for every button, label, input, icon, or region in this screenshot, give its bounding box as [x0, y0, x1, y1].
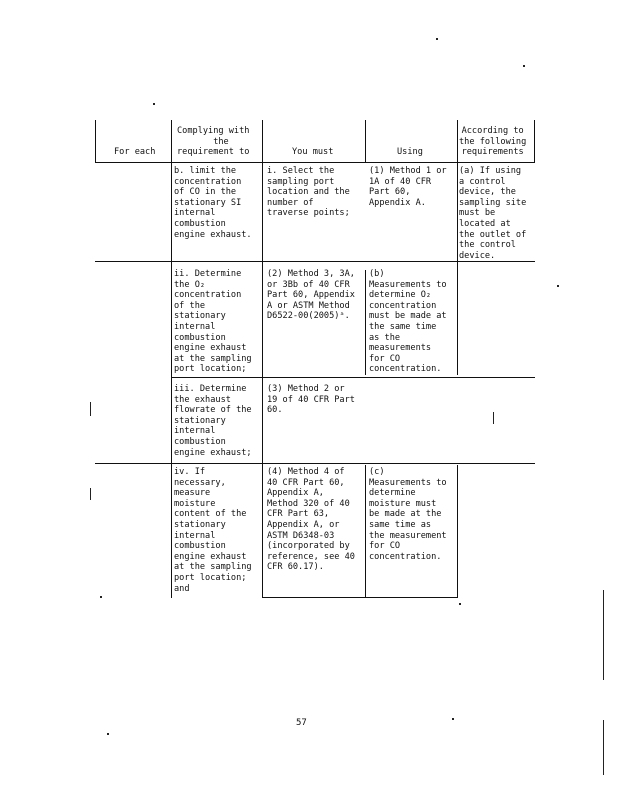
- scan-speck: [153, 103, 155, 105]
- col-rule: [457, 465, 458, 598]
- scan-speck: [436, 38, 438, 40]
- row1-you-must: i. Select the sampling port location and the number of traverse points;: [267, 166, 350, 219]
- row-rule: [95, 162, 535, 163]
- row3-requirement: iii. Determine the exhaust flowrate of the stationary internal combustion engine exhaust;: [174, 384, 252, 458]
- row-rule: [262, 597, 457, 598]
- scan-speck: [459, 603, 461, 605]
- scan-speck: [90, 402, 91, 416]
- scan-speck: [603, 720, 604, 775]
- header-complying: Complying with the requirement to: [177, 126, 250, 158]
- scan-speck: [603, 590, 604, 680]
- row2-using: (b) Measurements to determine O₂ concentration must be made at the same time as the measurements for CO concentration.: [369, 269, 447, 375]
- col-rule: [262, 120, 263, 598]
- row3-you-must: (3) Method 2 or 19 of 40 CFR Part 60.: [267, 384, 355, 416]
- row1-using: (1) Method 1 or 1A of 40 CFR Part 60, Appendix A.: [369, 166, 447, 208]
- scan-speck: [100, 596, 102, 598]
- col-rule: [171, 120, 172, 598]
- row-rule: [171, 377, 535, 378]
- row1-according: (a) If using a control device, the sampling site must be located at the outlet of the control device.: [459, 166, 527, 261]
- page-number: 57: [296, 718, 307, 728]
- row1-requirement: b. limit the concentration of CO in the stationary SI internal combustion engine exhaust.: [174, 166, 252, 240]
- header-for-each: For each: [114, 147, 156, 157]
- col-rule: [457, 120, 458, 375]
- col-rule: [365, 270, 366, 375]
- scan-speck: [493, 412, 494, 424]
- row4-using: (c) Measurements to determine moisture must be made at the same time as the measurement for CO concentration.: [369, 467, 447, 562]
- row4-you-must: (4) Method 4 of 40 CFR Part 60, Appendix A, Method 320 of 40 CFR Part 63, Appendix A, or ASTM D6348-03 (incorporated by reference, see 40 CFR 60.17).: [267, 467, 355, 573]
- scan-speck: [452, 718, 454, 720]
- row4-requirement: iv. If necessary, measure moisture content of the stationary internal combustion engine exhaust at the sampling port location; and: [174, 467, 252, 594]
- header-using: Using: [397, 147, 423, 157]
- col-rule: [534, 120, 535, 162]
- col-rule: [95, 120, 96, 162]
- row2-requirement: ii. Determine the O₂ concentration of the stationary internal combustion engine exhaust at the sampling port location;: [174, 269, 252, 375]
- scan-speck: [107, 733, 109, 735]
- row2-you-must: (2) Method 3, 3A, or 3Bb of 40 CFR Part 60, Appendix A or ASTM Method D6522-00(2005)ᵃ.: [267, 269, 355, 322]
- col-rule: [365, 465, 366, 598]
- col-rule: [365, 120, 366, 162]
- header-you-must: You must: [292, 147, 334, 157]
- scan-speck: [557, 285, 559, 287]
- requirements-table: [95, 120, 535, 598]
- scan-speck: [523, 65, 525, 67]
- row-rule: [95, 463, 535, 464]
- scan-speck: [90, 488, 91, 500]
- header-according: According to the following requirements: [459, 126, 527, 158]
